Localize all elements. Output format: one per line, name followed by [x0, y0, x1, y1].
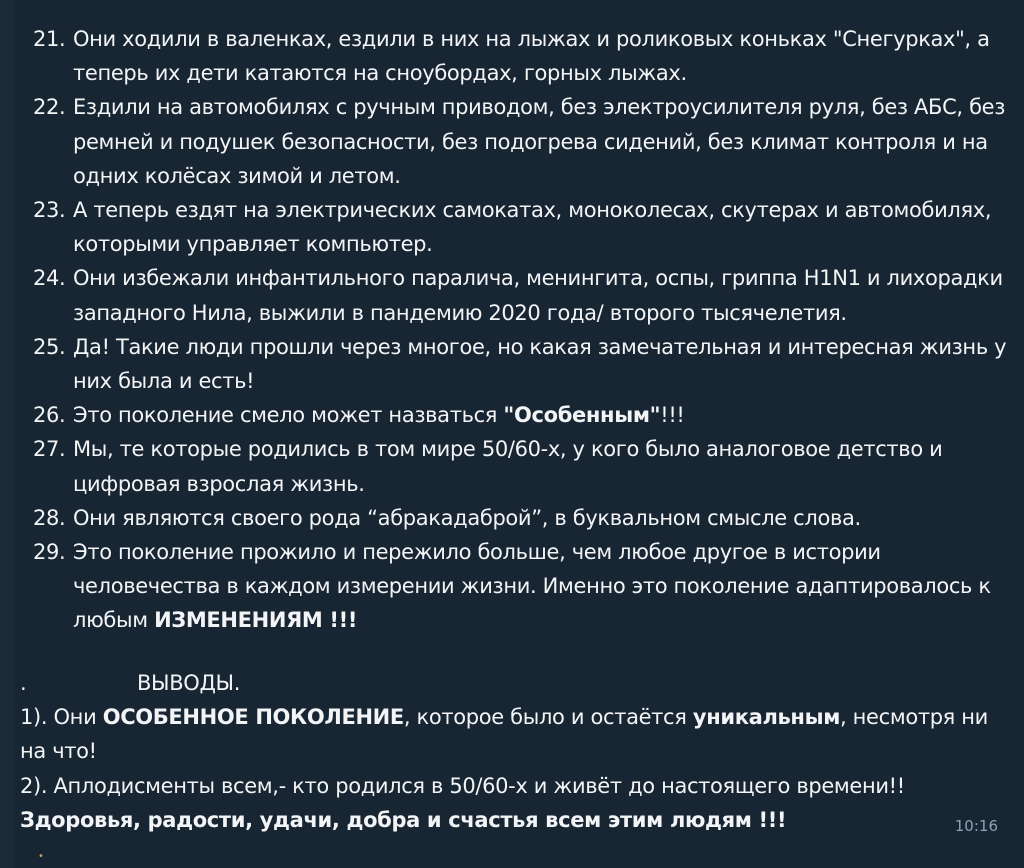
- list-item-text: Они ходили в валенках, ездили в них на лыжах и роликовых коньках "Снегурках", а теперь их дети катаются на сноубордах, горных лыжах.: [73, 27, 990, 86]
- conclusion-1-bold-a: ОСОБЕННОЕ ПОКОЛЕНИЕ: [102, 705, 404, 730]
- message-timestamp: 10:16: [954, 817, 998, 835]
- conclusions-title-row: [20, 666, 1010, 700]
- conclusion-1-bold-b: уникальным: [692, 705, 841, 730]
- list-item-bold: "Особенным": [503, 403, 661, 428]
- list-item-number: 23.: [33, 198, 66, 223]
- list-item-number: 29.: [33, 540, 66, 565]
- list-item-text: Да! Такие люди прошли через многое, но какая замечательная и интересная жизнь у них была и есть!: [73, 334, 1007, 394]
- list-item: [0, 432, 1010, 500]
- list-item-number: 27.: [33, 437, 66, 462]
- list-item-text: А теперь ездят на электрических самокатах, моноколесах, скутерах и автомобилях, которыми управляет компьютер.: [73, 198, 992, 257]
- list-item-text: Ездили на автомобилях с ручным приводом, без электроусилителя руля, без АБС, без ремней и подушек безопасности, без подогрева сидений, без климат контроля и на одних колёсах зимой и летом.: [73, 95, 1006, 188]
- list-item: [0, 193, 1010, 261]
- list-item-number: 21.: [33, 27, 66, 51]
- conclusion-1-text-b: , которое было и остаётся: [403, 705, 693, 730]
- numbered-list: [0, 22, 1010, 638]
- list-item-text: Это поколение прожило и пережило больше, чем любое другое в истории человечества в каждом измерении жизни. Именно это поколение адаптировалось к любым: [73, 540, 991, 633]
- list-item-number: 24.: [33, 266, 66, 291]
- list-item: [0, 330, 1010, 398]
- conclusions-title: ВЫВОДЫ.: [137, 671, 241, 695]
- list-item-number: 22.: [33, 95, 66, 120]
- conclusion-3-bold: Здоровья, радости, удачи, добра и счастья всем этим людям !!!: [20, 807, 787, 832]
- list-item: [0, 22, 1010, 90]
- list-item-text: Они являются своего рода “абракадаброй”, в буквальном смысле слова.: [73, 505, 861, 530]
- list-item: [0, 261, 1010, 329]
- list-item-number: 28.: [33, 505, 66, 530]
- conclusion-1-text-c: , несмотря ни на что!: [20, 705, 988, 764]
- conclusion-1-text-a: 1). Они: [20, 705, 103, 730]
- list-item-text-end: !!!: [660, 403, 685, 428]
- conclusions-dot: .: [20, 671, 27, 695]
- list-item: [0, 535, 1010, 638]
- list-item-text: Это поколение смело может назваться: [73, 403, 504, 428]
- list-item-bold: ИЗМЕНЕНИЯМ !!!: [154, 608, 358, 633]
- conclusion-line-3: [20, 803, 1010, 837]
- candle-icon: •: [38, 851, 44, 862]
- conclusions-block: [20, 666, 1010, 837]
- list-item: [0, 398, 1010, 432]
- list-item-text: Мы, те которые родились в том мире 50/60-х, у кого было аналоговое детство и цифровая взрослая жизнь.: [73, 437, 943, 496]
- list-item-number: 26.: [33, 403, 66, 428]
- list-item-number: 25.: [33, 334, 66, 359]
- conclusion-line-2: 2). Аплодисменты всем,- кто родился в 50/60-х и живёт до настоящего времени!!: [20, 773, 905, 798]
- list-item: [0, 90, 1010, 193]
- list-item-text: Они избежали инфантильного паралича, менингита, оспы, гриппа H1N1 и лихорадки западного Нила, выжили в пандемию 2020 года/ второго тысячелетия.: [73, 266, 1003, 325]
- conclusion-line-1: [20, 700, 1010, 768]
- list-item: [0, 501, 1010, 535]
